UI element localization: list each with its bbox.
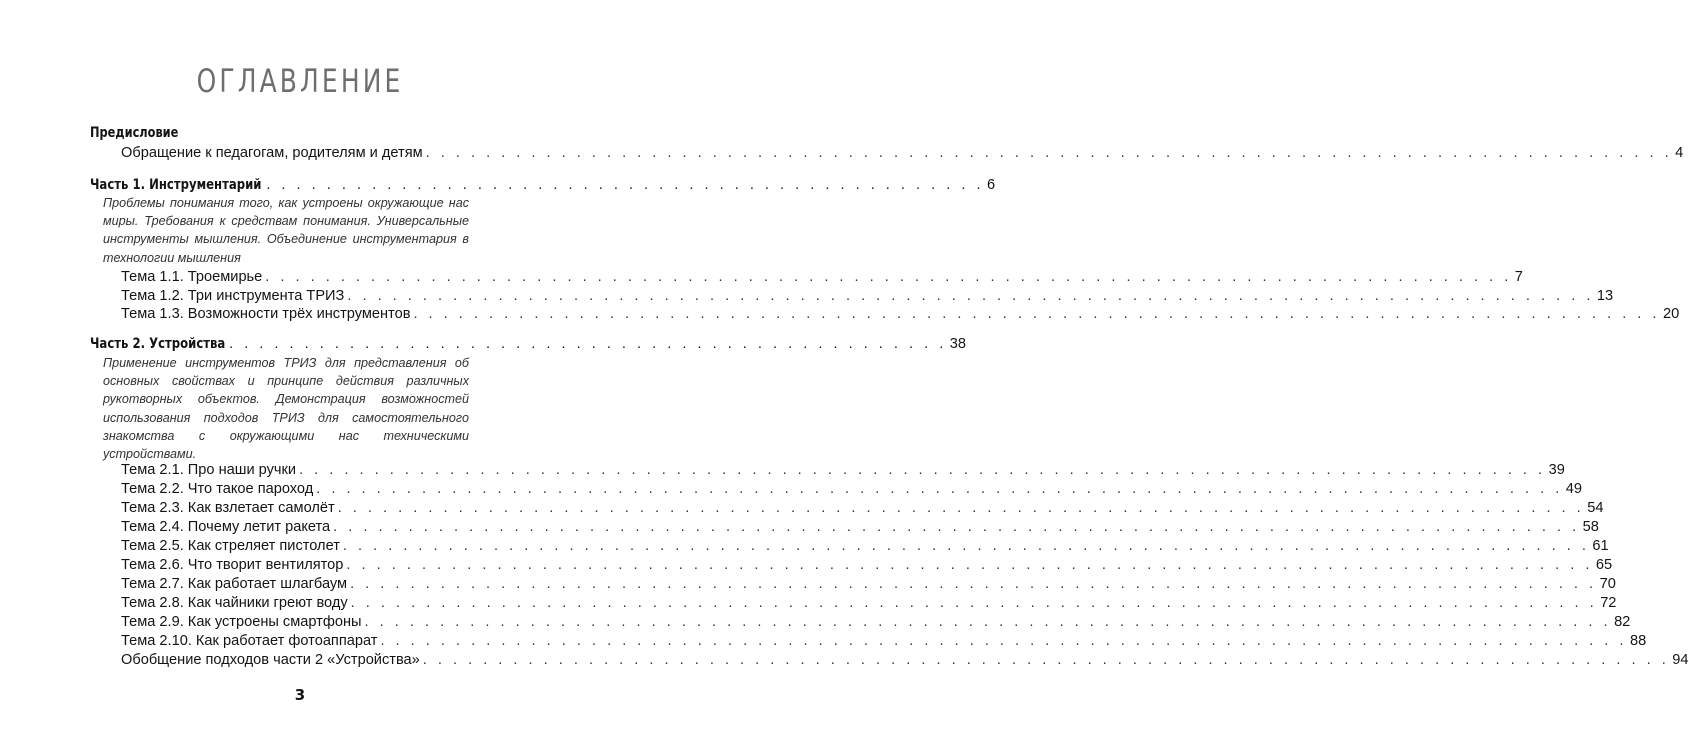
toc-entry-page: 72 — [1600, 595, 1617, 611]
leader-dots: . . . . . . . . . . . . . . . . . . . . . . . . . . . . . . . . . . . . . . . . . . . . . . . . — [229, 336, 947, 352]
toc-entry-page: 4 — [1675, 145, 1684, 161]
toc-entry[interactable] — [121, 633, 1647, 649]
toc-entry-label: Тема 2.7. Как работает шлагбаум — [121, 576, 348, 592]
toc-entry-label: Тема 2.5. Как стреляет пистолет — [121, 538, 340, 554]
toc-entry[interactable] — [121, 519, 1599, 535]
leader-dots — [347, 288, 1594, 304]
toc-entry-label: Тема 1.2. Три инструмента ТРИЗ — [121, 288, 345, 304]
leader-dots — [413, 306, 1660, 322]
toc-entry-label: Тема 2.8. Как чайники греют воду — [121, 595, 348, 611]
toc-entry-label: Тема 2.2. Что такое пароход — [121, 481, 314, 497]
leader-dots — [299, 462, 1546, 478]
part2-heading: Часть 2. Устройства — [90, 335, 226, 352]
part1-page: 6 — [987, 177, 996, 193]
part2-entry[interactable] — [90, 335, 967, 352]
toc-entry[interactable] — [121, 481, 1582, 497]
leader-dots — [351, 595, 1598, 611]
leader-dots: . . . . . . . . . . . . . . . . . . . . . . . . . . . . . . . . . . . . . . . . . . . . . . . . — [266, 177, 985, 193]
toc-entry-label: Тема 2.9. Как устроены смартфоны — [121, 614, 362, 630]
toc-entry-page: 49 — [1565, 481, 1582, 497]
leader-dots — [343, 538, 1590, 554]
leader-dots — [338, 500, 1585, 516]
toc-entry-page: 58 — [1582, 519, 1599, 535]
toc-entry-page: 13 — [1596, 288, 1614, 304]
part1-heading: Часть 1. Инструментарий — [90, 176, 262, 193]
toc-entry[interactable] — [121, 145, 1684, 161]
toc-entry-page: 70 — [1599, 576, 1616, 592]
toc-entry[interactable] — [121, 652, 1689, 668]
toc-entry[interactable] — [121, 538, 1609, 554]
toc-entry-page: 94 — [1672, 652, 1689, 668]
toc-entry[interactable] — [121, 576, 1616, 592]
leader-dots — [346, 557, 1593, 573]
toc-entry-page: 20 — [1662, 306, 1680, 322]
leader-dots — [265, 269, 1512, 285]
toc-entry-page: 65 — [1595, 557, 1613, 573]
toc-entry[interactable] — [121, 595, 1617, 611]
toc-entry[interactable] — [121, 557, 1613, 573]
toc-entry-label: Тема 2.4. Почему летит ракета — [121, 519, 331, 535]
toc-entry-page: 61 — [1592, 538, 1609, 554]
leader-dots — [365, 614, 1612, 630]
leader-dots — [423, 652, 1670, 668]
toc-entry-label: Обращение к педагогам, родителям и детям — [121, 145, 423, 161]
toc-entry-label: Тема 2.3. Как взлетает самолёт — [121, 500, 335, 516]
leader-dots — [333, 519, 1580, 535]
part2-page: 38 — [949, 336, 967, 352]
leader-dots — [426, 145, 1673, 161]
part1-entry[interactable] — [90, 176, 996, 193]
toc-entry[interactable] — [121, 462, 1565, 478]
toc-entry[interactable] — [121, 269, 1523, 285]
toc-entry-page: 39 — [1548, 462, 1565, 478]
toc-entry-label: Тема 2.10. Как работает фотоаппарат — [121, 633, 378, 649]
toc-entry-page: 54 — [1587, 500, 1604, 516]
part1-description: Проблемы понимания того, как устроены окружающие нас миры. Требования к средствам понимания. Универсальные инструменты мышления. Объединение инструментария в технологии мышления — [103, 196, 469, 265]
toc-entry-page: 88 — [1629, 633, 1647, 649]
toc-entry-label: Тема 2.6. Что творит вентилятор — [121, 557, 344, 573]
toc-entry-label: Тема 2.1. Про наши ручки — [121, 462, 297, 478]
toc-entry-page: 7 — [1514, 269, 1523, 285]
toc-entry[interactable] — [121, 500, 1604, 516]
toc-entry[interactable] — [121, 288, 1614, 304]
toc-entry[interactable] — [121, 614, 1631, 630]
toc-entry-label: Тема 1.3. Возможности трёх инструментов — [121, 306, 411, 322]
toc-entry[interactable] — [121, 306, 1680, 322]
leader-dots — [380, 633, 1627, 649]
part2-description: Применение инструментов ТРИЗ для представления об основных свойствах и принципе действия различных рукотворных объектов. Демонстрация возможностей использования подходов ТРИЗ для самостоятельного знакомства с окружающими нас техническими устройствами. — [103, 356, 469, 462]
toc-entry-page: 82 — [1614, 614, 1631, 630]
leader-dots — [350, 576, 1597, 592]
toc-entry-label: Тема 1.1. Троемирье — [121, 269, 263, 285]
toc-entry-label: Обобщение подходов части 2 «Устройства» — [121, 652, 420, 668]
leader-dots — [316, 481, 1563, 497]
preface-heading: Предисловие — [90, 124, 179, 141]
page-number: 3 — [294, 686, 306, 704]
page-title: ОГЛАВЛЕНИЕ — [196, 62, 404, 100]
